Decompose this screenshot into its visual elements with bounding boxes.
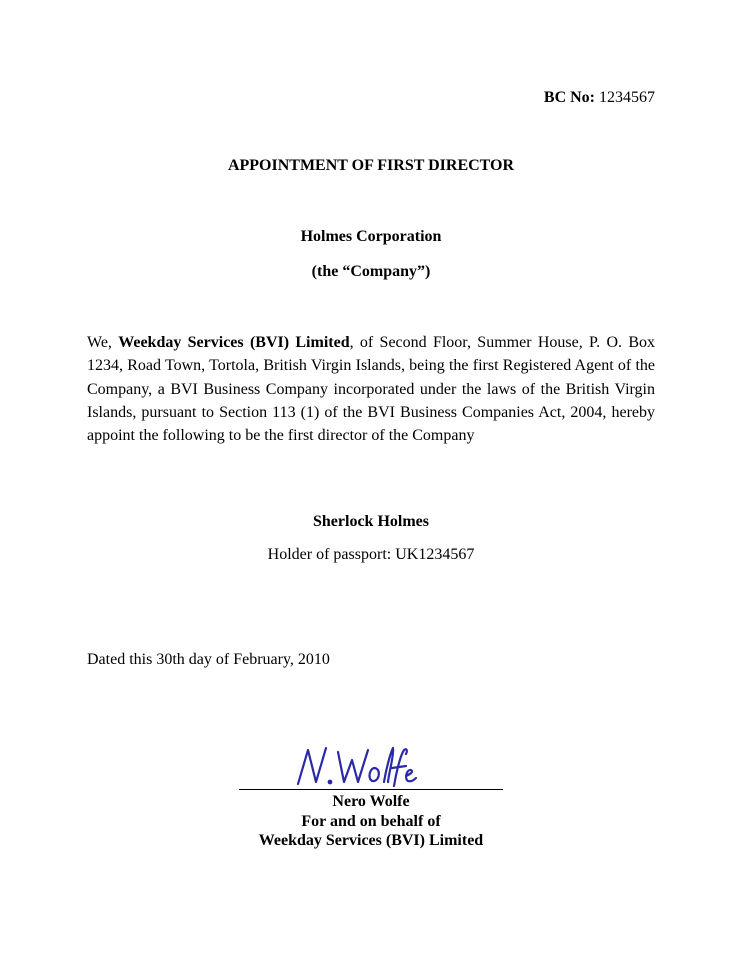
company-name: Holmes Corporation (300, 228, 442, 245)
paragraph-intro: We, (87, 334, 119, 351)
director-passport: Holder of passport: UK1234567 (267, 546, 475, 563)
document-title: APPOINTMENT OF FIRST DIRECTOR (227, 157, 515, 174)
handwritten-signature (290, 742, 420, 792)
registered-agent-name: Weekday Services (BVI) Limited (118, 334, 350, 351)
dated-line: Dated this 30th day of February, 2010 (87, 651, 330, 668)
appointment-paragraph (87, 331, 655, 447)
bc-number-value: 1234567 (599, 89, 655, 106)
director-name: Sherlock Holmes (313, 513, 429, 530)
company-alias: (the “Company”) (311, 263, 431, 280)
bc-number-line (544, 89, 655, 107)
bc-number-label: BC No: (543, 89, 595, 106)
signature-line (239, 789, 503, 790)
paragraph-text: , of Second Floor, Summer House, P. O. Box 1234, Road Town, Tortola, British Virgin Islands, being the first Registered Agent of the Company, a BVI Business Company incorporated under the laws of the British Virgin Islands, pursuant to Section 113 (1) of the BVI Business Companies Act, 2004, hereby appoint the following to be the first director of the Company (87, 334, 655, 445)
signer-name: Nero Wolfe (332, 793, 410, 810)
signer-capacity: For and on behalf of (301, 813, 441, 830)
signing-entity: Weekday Services (BVI) Limited (258, 832, 484, 849)
signature-strokes (298, 748, 416, 786)
